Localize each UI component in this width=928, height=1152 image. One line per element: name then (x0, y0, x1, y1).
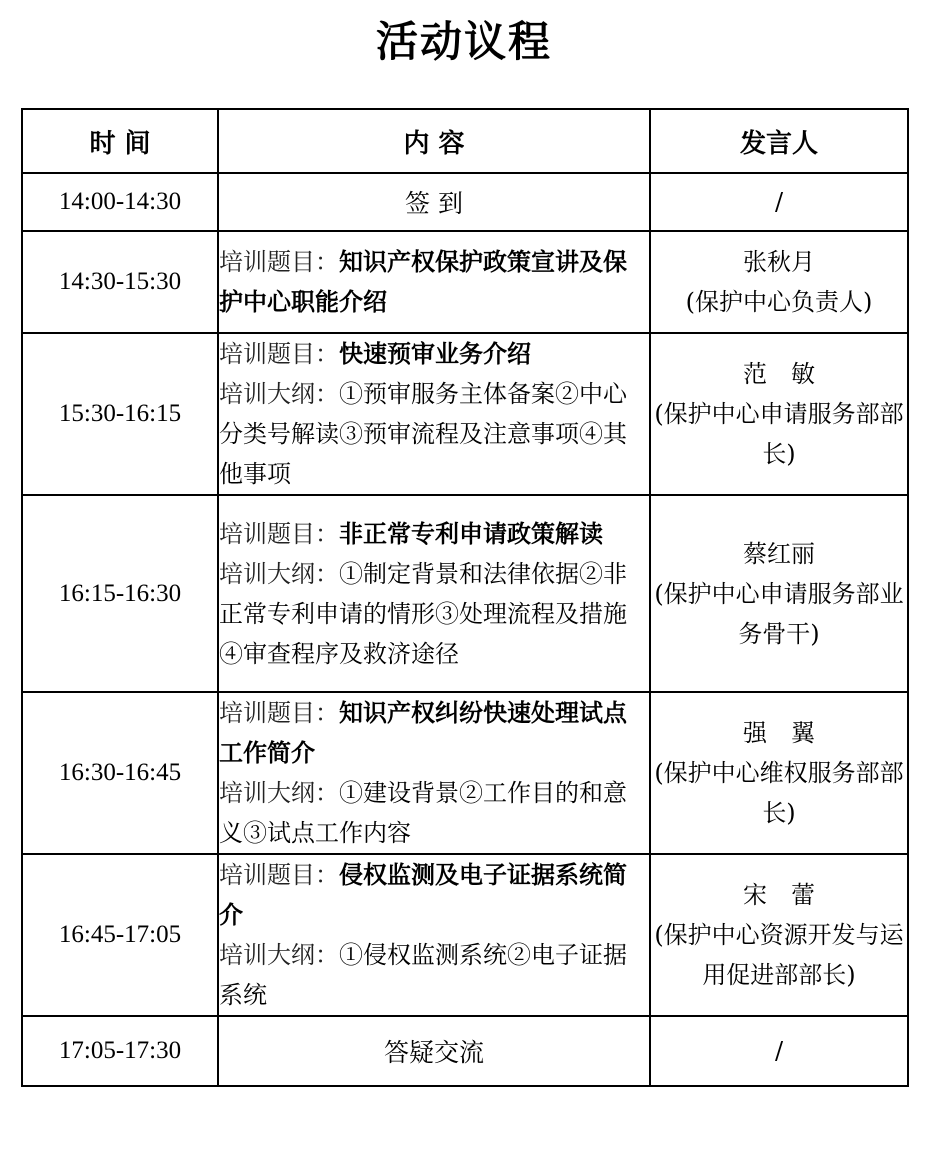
speaker-role: (保护中心资源开发与运用促进部部长) (654, 921, 904, 989)
outline-text: ①建设背景②工作目的和意义③试点工作内容 (219, 779, 627, 847)
topic-label: 培训题目： (219, 519, 339, 548)
time-cell: 16:30-16:45 (22, 692, 218, 854)
table-header-row (22, 109, 908, 173)
topic-text: 非正常专利申请政策解读 (339, 518, 603, 548)
speaker-name: 强 翼 (743, 719, 815, 747)
speaker-cell (650, 692, 908, 854)
outline-label: 培训大纲： (219, 941, 339, 969)
header-time: 时 间 (22, 109, 218, 173)
time-cell: 16:45-17:05 (22, 854, 218, 1016)
speaker-role: (保护中心负责人) (685, 288, 873, 316)
speaker-cell (650, 854, 908, 1016)
speaker-name: 张秋月 (743, 248, 815, 276)
table-row (22, 1016, 908, 1086)
table-row (22, 231, 908, 333)
time-cell: 15:30-16:15 (22, 333, 218, 495)
header-content: 内 容 (218, 109, 650, 173)
content-cell (218, 495, 650, 692)
table-row (22, 173, 908, 231)
topic-text: 知识产权保护政策宣讲及保护中心职能介绍 (219, 247, 627, 316)
header-speaker: 发言人 (650, 109, 908, 173)
content-cell: 答疑交流 (218, 1016, 650, 1086)
speaker-role: (保护中心申请服务部部长) (654, 400, 904, 468)
outline-text: ①侵权监测系统②电子证据系统 (219, 941, 627, 1009)
topic-label: 培训题目： (219, 699, 339, 727)
time-cell: 14:00-14:30 (22, 173, 218, 231)
speaker-cell: / (650, 173, 908, 231)
topic-text: 知识产权纠纷快速处理试点工作简介 (219, 698, 627, 767)
topic-label: 培训题目： (219, 861, 339, 889)
content-cell (218, 333, 650, 495)
speaker-cell: / (650, 1016, 908, 1086)
table-row (22, 333, 908, 495)
table-row (22, 495, 908, 692)
topic-label: 培训题目： (219, 340, 339, 368)
outline-text: ①制定背景和法律依据②非正常专利申请的情形③处理流程及措施④审查程序及救济途径 (219, 559, 627, 668)
page-title: 活动议程 (375, 17, 552, 66)
speaker-name: 范 敏 (743, 360, 815, 388)
speaker-role: (保护中心维权服务部部长) (654, 759, 904, 827)
outline-label: 培训大纲： (219, 380, 339, 408)
time-cell: 17:05-17:30 (22, 1016, 218, 1086)
content-cell: 签 到 (218, 173, 650, 231)
speaker-cell (650, 231, 908, 333)
time-cell: 14:30-15:30 (22, 231, 218, 333)
speaker-cell (650, 495, 908, 692)
topic-text: 侵权监测及电子证据系统简介 (219, 860, 627, 929)
content-cell (218, 854, 650, 1016)
speaker-name: 宋 蕾 (743, 881, 815, 909)
topic-label: 培训题目： (219, 248, 339, 276)
table-row (22, 692, 908, 854)
agenda-table (21, 108, 909, 1087)
content-cell (218, 231, 650, 333)
outline-text: ①预审服务主体备案②中心分类号解读③预审流程及注意事项④其他事项 (219, 380, 627, 488)
table-row (22, 854, 908, 1016)
outline-label: 培训大纲： (219, 559, 339, 588)
speaker-role: (保护中心申请服务部业务骨干) (654, 579, 904, 648)
speaker-cell (650, 333, 908, 495)
topic-text: 快速预审业务介绍 (339, 339, 531, 368)
time-cell: 16:15-16:30 (22, 495, 218, 692)
speaker-name: 蔡红丽 (743, 539, 815, 568)
content-cell (218, 692, 650, 854)
outline-label: 培训大纲： (219, 779, 339, 807)
